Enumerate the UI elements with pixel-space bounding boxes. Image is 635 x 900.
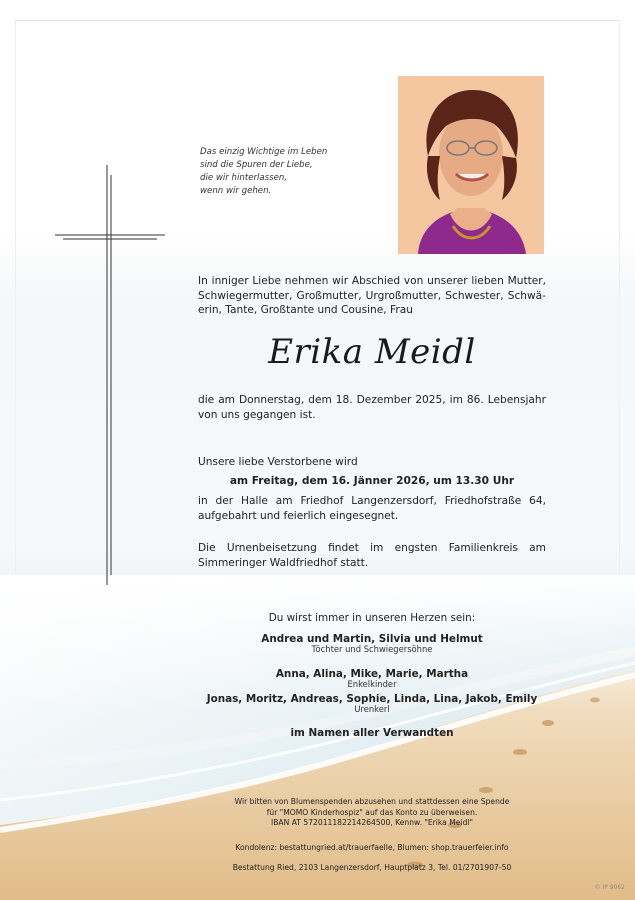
heart-phrase: Du wirst immer in unseren Herzen sein: [268, 612, 476, 624]
cross-icon [55, 165, 165, 585]
portrait-photo [398, 76, 544, 254]
mourner-group [190, 693, 554, 714]
top-frame-line [15, 20, 620, 21]
funeral-home-info: Bestattung Ried, 2103 Langenzersdorf, Hauptplatz 3, Tel. 01/2701907-50 [232, 863, 512, 872]
donation-line: IBAN AT 572011182214264500, Kennw. "Erika Meidl" [270, 818, 474, 827]
mourner-names: Jonas, Moritz, Andreas, Sophie, Linda, Lina, Jakob, Emily [206, 693, 538, 705]
mourner-group [198, 633, 546, 654]
relatives-signoff: im Namen aller Verwandten [290, 727, 454, 739]
copyright-mark: © IP 9062 [594, 884, 625, 891]
funeral-location-paragraph: in der Halle am Friedhof Langenzersdorf, Friedhofstraße 64, aufgebahrt und feierlich eingesegnet. [198, 495, 546, 522]
deceased-name: Erika Meidl [268, 332, 476, 372]
motto-text [200, 146, 327, 198]
funeral-intro-text: Unsere liebe Verstorbene wird [198, 456, 358, 468]
mourner-names: Anna, Alina, Mike, Marie, Martha [275, 668, 469, 680]
donation-note [190, 797, 554, 829]
mourner-role: Töchter und Schwiegersöhne [311, 644, 433, 654]
donation-line: Wir bitten von Blumenspenden abzusehen und stattdessen eine Spende [234, 797, 510, 806]
motto-line: sind die Spuren der Liebe, [200, 160, 313, 170]
motto-line: Das einzig Wichtige im Leben [200, 147, 328, 157]
motto-line: wenn wir gehen. [200, 186, 272, 196]
condolence-info[interactable]: Kondolenz: bestattungried.at/trauerfaelle, Blumen: shop.trauerfeier.info [235, 843, 509, 852]
mourner-role: Urenkerl [354, 704, 390, 714]
donation-line: für "MOMO Kinderhospiz" auf das Konto zu überweisen. [266, 807, 478, 817]
urn-burial-paragraph: Die Urnenbeisetzung findet im engsten Familienkreis am Simmeringer Waldfriedhof statt. [198, 542, 546, 569]
funeral-date: am Freitag, dem 16. Jänner 2026, um 13.30 Uhr [229, 475, 515, 487]
mourner-group [198, 668, 546, 689]
motto-line: die wir hinterlassen, [200, 173, 288, 183]
death-paragraph: die am Donnerstag, dem 18. Dezember 2025, im 86. Lebensjahr von uns gegangen ist. [198, 394, 546, 421]
mourner-role: Enkelkinder [347, 679, 397, 689]
intro-paragraph: In inniger Liebe nehmen wir Abschied von unserer lieben Mutter, Schwiegermutter, Großmutter, Urgroßmutter, Schwester, Schwä-erin, Tante, Großtante und Cousine, Frau [198, 275, 546, 316]
mourner-names: Andrea und Martin, Silvia und Helmut [261, 633, 483, 645]
